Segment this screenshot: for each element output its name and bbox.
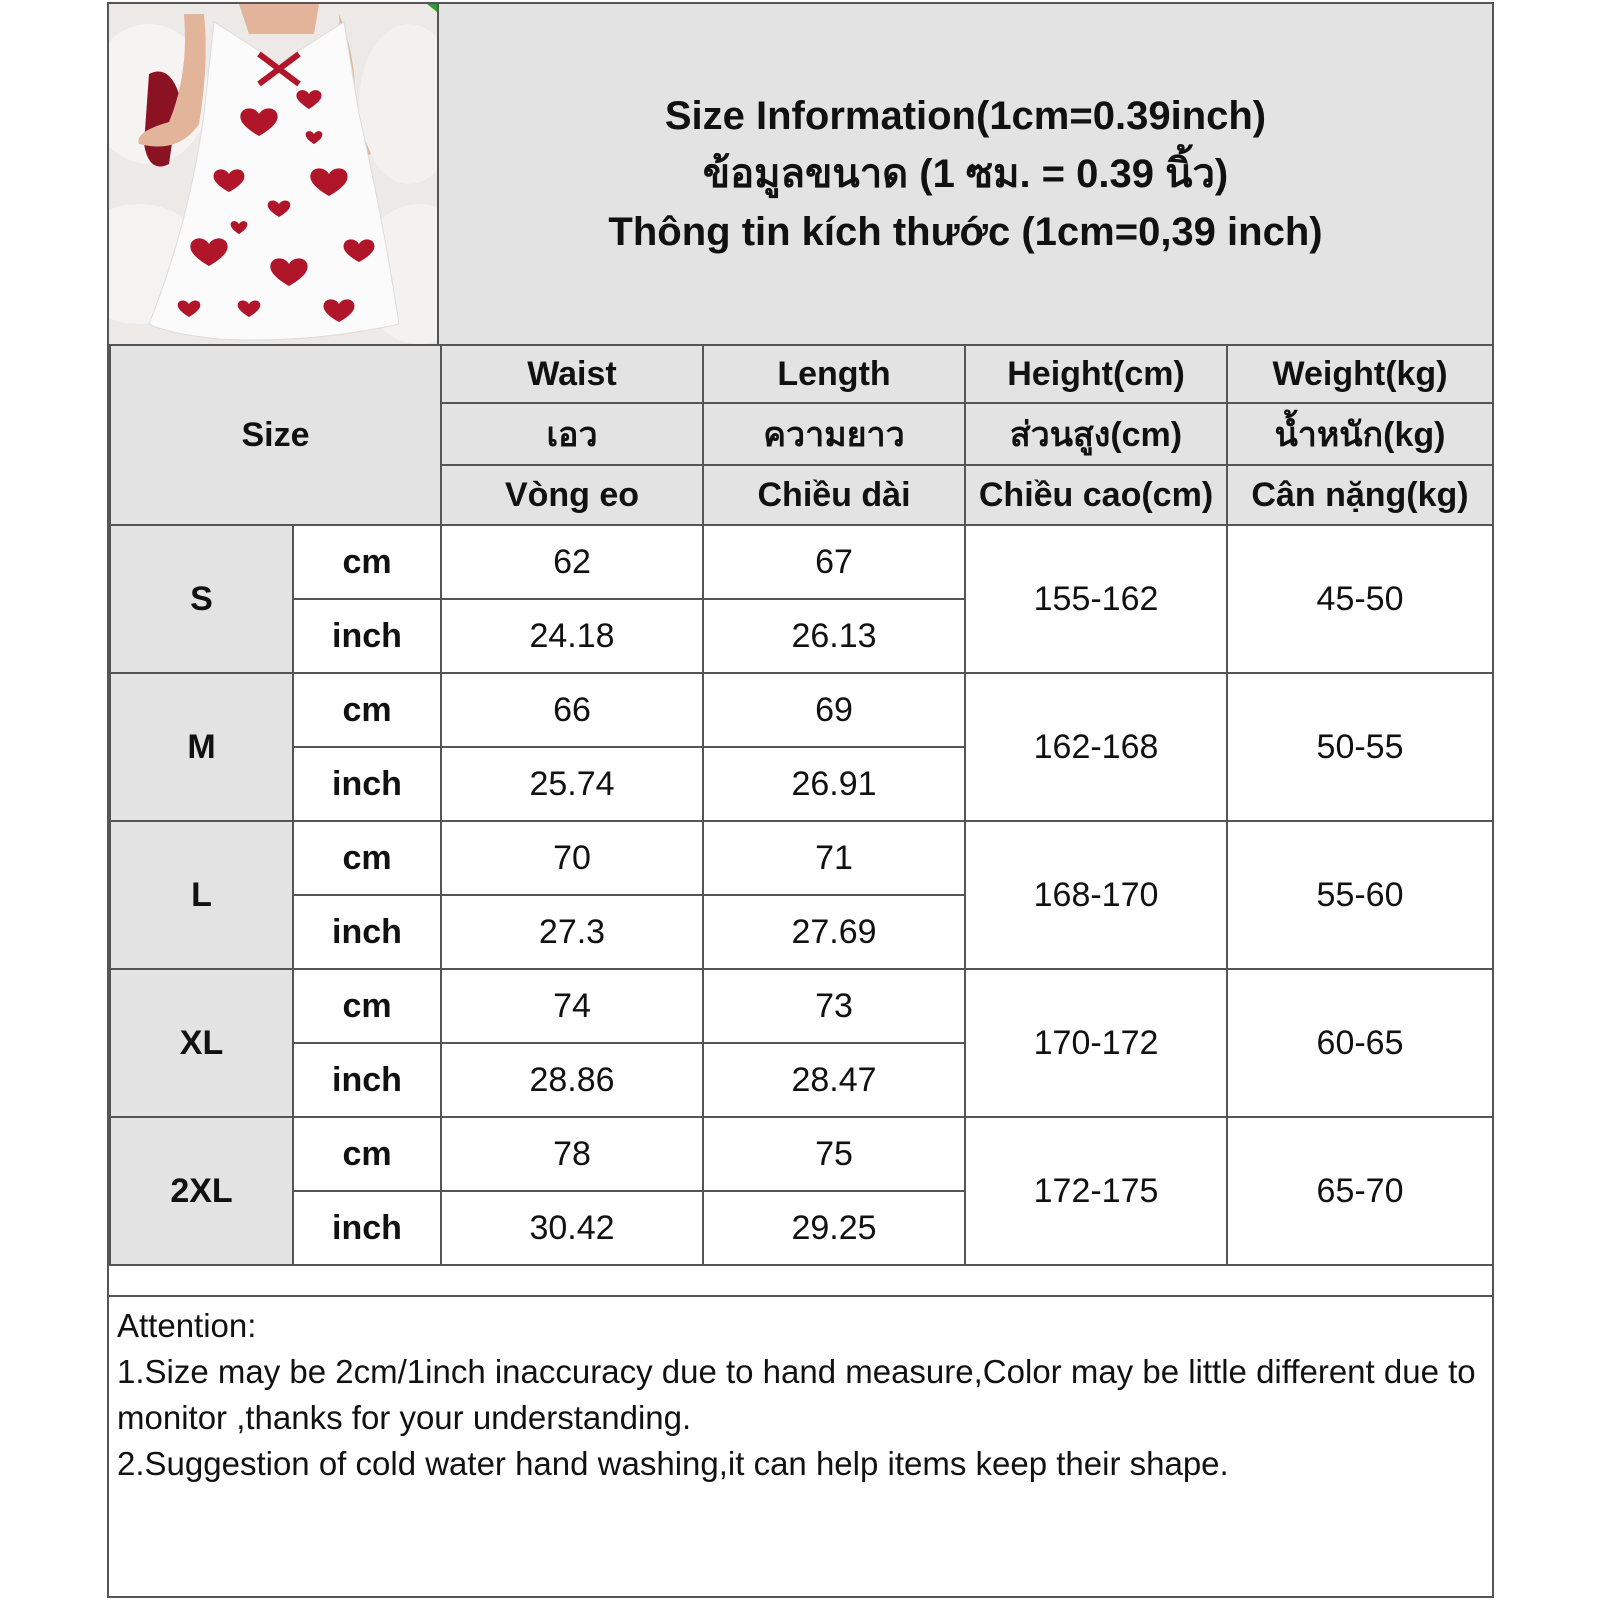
col-waist-th: เอว [441,403,703,465]
unit-inch: inch [293,747,441,821]
unit-inch: inch [293,599,441,673]
size-table [109,344,1494,1266]
size-label: M [110,673,293,821]
col-waist-en: Waist [441,345,703,403]
header-line-english: Size Information(1cm=0.39inch) [664,94,1267,138]
length-inch: 29.25 [703,1191,965,1265]
header-line-thai: ข้อมูลขนาด (1 ซม. = 0.39 นิ้ว) [702,152,1229,196]
height-range: 168-170 [965,821,1227,969]
waist-inch: 28.86 [441,1043,703,1117]
length-cm: 69 [703,673,965,747]
unit-cm: cm [293,969,441,1043]
waist-inch: 27.3 [441,895,703,969]
length-cm: 75 [703,1117,965,1191]
weight-range: 50-55 [1227,673,1493,821]
unit-inch: inch [293,1191,441,1265]
length-inch: 27.69 [703,895,965,969]
col-weight-vi: Cân nặng(kg) [1227,465,1493,525]
length-cm: 71 [703,821,965,895]
size-label: XL [110,969,293,1117]
length-cm: 73 [703,969,965,1043]
unit-cm: cm [293,673,441,747]
col-length-en: Length [703,345,965,403]
note-line-2: 2.Suggestion of cold water hand washing,it can help items keep their shape. [117,1445,1229,1482]
table-row [110,821,1493,895]
col-weight-en: Weight(kg) [1227,345,1493,403]
table-row [110,525,1493,599]
note-line-1: 1.Size may be 2cm/1inch inaccuracy due to hand measure,Color may be little different due to monitor ,thanks for your understanding. [117,1353,1476,1436]
attention-notes [109,1295,1492,1596]
size-chart [107,2,1494,1598]
unit-cm: cm [293,821,441,895]
waist-cm: 70 [441,821,703,895]
col-length-vi: Chiều dài [703,465,965,525]
height-range: 172-175 [965,1117,1227,1265]
unit-inch: inch [293,1043,441,1117]
col-height-vi: Chiều cao(cm) [965,465,1227,525]
unit-cm: cm [293,525,441,599]
dress-illustration [109,4,437,344]
height-range: 155-162 [965,525,1227,673]
col-length-th: ความยาว [703,403,965,465]
table-row [110,1117,1493,1191]
waist-cm: 62 [441,525,703,599]
waist-cm: 66 [441,673,703,747]
height-range: 170-172 [965,969,1227,1117]
height-range: 162-168 [965,673,1227,821]
unit-inch: inch [293,895,441,969]
table-row [110,673,1493,747]
col-height-th: ส่วนสูง(cm) [965,403,1227,465]
col-waist-vi: Vòng eo [441,465,703,525]
waist-inch: 30.42 [441,1191,703,1265]
weight-range: 60-65 [1227,969,1493,1117]
table-header-row-en [110,345,1493,403]
waist-inch: 24.18 [441,599,703,673]
length-cm: 67 [703,525,965,599]
length-inch: 28.47 [703,1043,965,1117]
size-label: S [110,525,293,673]
weight-range: 45-50 [1227,525,1493,673]
size-label: 2XL [110,1117,293,1265]
header-line-vietnamese: Thông tin kích thước (1cm=0,39 inch) [608,210,1323,254]
notes-title: Attention: [117,1307,257,1344]
waist-inch: 25.74 [441,747,703,821]
product-photo [109,4,439,344]
size-heading: Size [110,345,441,525]
waist-cm: 78 [441,1117,703,1191]
col-weight-th: น้ำหนัก(kg) [1227,403,1493,465]
length-inch: 26.91 [703,747,965,821]
unit-cm: cm [293,1117,441,1191]
table-row [110,969,1493,1043]
weight-range: 55-60 [1227,821,1493,969]
col-height-en: Height(cm) [965,345,1227,403]
waist-cm: 74 [441,969,703,1043]
length-inch: 26.13 [703,599,965,673]
weight-range: 65-70 [1227,1117,1493,1265]
size-info-header [439,4,1492,344]
size-label: L [110,821,293,969]
